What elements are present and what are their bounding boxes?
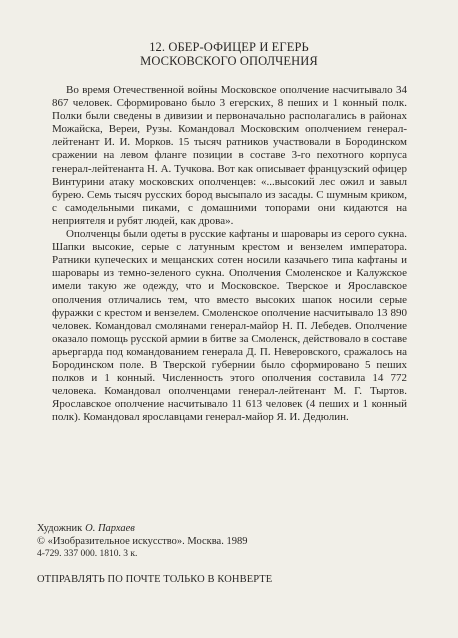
credits-block <box>37 522 247 562</box>
artist-name: О. Пархаев <box>85 523 135 534</box>
artist-line <box>37 522 247 535</box>
print-code-line: 4-729. 337 000. 1810. 3 к. <box>37 549 138 560</box>
page-title-line1: 12. ОБЕР-ОФИЦЕР И ЕГЕРЬ <box>149 40 309 54</box>
mail-instruction: ОТПРАВЛЯТЬ ПО ПОЧТЕ ТОЛЬКО В КОНВЕРТЕ <box>37 574 273 585</box>
article-body <box>52 84 407 424</box>
page-title-line2: МОСКОВСКОГО ОПОЛЧЕНИЯ <box>140 54 318 68</box>
copyright-line: © «Изобразительное искусство». Москва. 1989 <box>37 536 248 548</box>
paragraph-uniforms: Ополченцы были одеты в русские кафтаны и шаровары из серого сукна. Шапки высокие, серые с латунным крестом и вензелем императора. Ратники купеческих и мещанских сотен носили казачьего типа кафтаны и шаровары из темно-зеленого сукна. Ополчения Смоленское и Калужское имели такую же одежду, что и Московское. Тверское и Ярославское ополчения отличались тем, что вместо высоких шапок носили серые фуражки с крестом и вензелем. Смоленское ополчение насчитывало 13 890 человек. Командовал смолянами генерал-майор Н. П. Лебедев. Ополчение оказало помощь русской армии в битве за Смоленск, действовало в составе арьергарда под командованием генерала Д. П. Неверовского, сражалось на Бородинском поле. В Тверской губернии было сформировано 5 пеших полков и 1 конный. Численность этого ополчения составила 14 772 человека. Командовал ополченцами генерал-лейтенант М. Г. Тыртов. Ярославское ополчение насчитывало 11 613 человек (4 пеших и 1 конный полк). Командовал ярославцами генерал-майор Я. И. Дедюлин. <box>52 228 407 424</box>
artist-label: Художник <box>37 523 83 534</box>
paragraph-militia-history: Во время Отечественной войны Московское ополчение насчитывало 34 867 человек. Сформировано было 3 егерских, 8 пеших и 1 конный полк. Полки были сведены в дивизии и первоначально располагались в районах Можайска, Вереи, Рузы. Командовал Московским ополчением генерал-лейтенант И. И. Морков. 15 тысяч ратников участвовали в Бородинском сражении на левом фланге позиции в составе 3-го пехотного корпуса генерал-лейтенанта Н. А. Тучкова. Вот как описывает французский офицер Винтурини атаку московских ополченцев: «...высокий лес ожил и завыл бурею. Семь тысяч русских бород высыпало из засады. С шумным криком, с самодельными пиками, с домашними топорами они кидаются на неприятеля и рубят людей, как дрова». <box>52 84 407 227</box>
